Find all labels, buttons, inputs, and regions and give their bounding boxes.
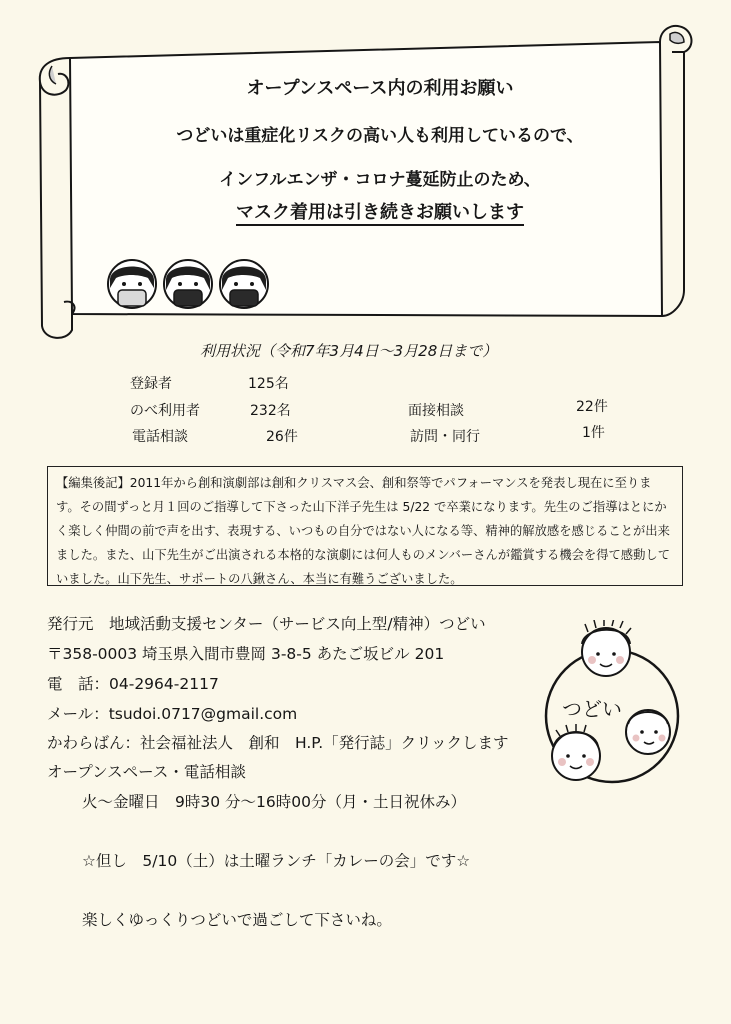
banner-title: オープンスペース内の利用お願い [246,78,514,99]
masked-face-1 [108,260,156,308]
notice-line: ☆但し 5/10（土）は土曜ランチ「カレーの会」です☆ [82,852,471,870]
stat-label-visit: 訪問・同行 [410,429,480,445]
banner-line-3 [120,198,640,224]
newsletter-line: かわらばん：社会福祉法人 創和 H.P.「発行誌」クリックします [47,734,509,752]
mascot-face-top [582,620,631,676]
masked-faces-illustration [104,254,274,316]
stat-label-phone-consult: 電話相談 [132,429,188,445]
email-line: メール：tsudoi.0717@gmail.com [47,705,298,723]
banner-line-2: インフルエンザ・コロナ蔓延防止のため、 [219,170,541,190]
stat-value-registered: 125名 [248,376,289,392]
banner-line-3-text: マスク着用は引き続きお願いします [236,202,524,226]
open-space-line: オープンスペース・電話相談 [47,763,246,781]
tsudoi-mascot-illustration [536,620,686,800]
banner-line-1: つどいは重症化リスクの高い人も利用しているので、 [176,126,584,146]
stat-label-interview: 面接相談 [408,403,464,419]
masked-face-3 [220,260,268,308]
stat-value-total-users: 232名 [250,403,291,419]
mascot-label: つどい [562,697,622,721]
stat-value-interview: 22件 [576,399,608,415]
stat-value-visit: 1件 [582,425,605,441]
usage-period-title: 利用状況（令和7年3月4日～3月28日まで） [200,342,498,360]
address-line: 〒358-0003 埼玉県入間市豊岡 3-8-5 あたご坂ビル 201 [47,645,445,663]
publisher-line: 発行元 地域活動支援センター（サービス向上型/精神）つどい [47,615,486,633]
hours-line: 火～金曜日 9時30 分～16時00分（月・土日祝休み） [82,793,466,811]
closing-line: 楽しくゆっくりつどいで過ごして下さいね。 [82,911,392,929]
editor-note-text: 【編集後記】2011年から創和演劇部は創和クリスマス会、創和祭等でパフォーマンスを発表し現在に至ります。その間ずっと月１回のご指導して下さった山下洋子先生は 5/22 で卒業になります。先生のご指導はとにかく楽しく仲間の前で声を出す、表現する、いつもの自分ではない人になる等、精神的解放感を感じることが出来ました。また、山下先生がご出演される本格的な演劇には何人ものメンバーさんが鑑賞する機会を得て感動していました。山下先生、サポートの八鍬さん、本当に有難うございました。 [56,476,670,586]
stat-value-phone-consult: 26件 [266,429,298,445]
stat-label-total-users: のべ利用者 [130,403,200,419]
editor-note-box [47,466,683,586]
masked-face-2 [164,260,212,308]
mascot-face-bottom [552,724,600,780]
stat-label-registered: 登録者 [130,376,172,392]
phone-line: 電 話：04-2964-2117 [47,675,219,693]
mascot-face-right [626,710,670,754]
